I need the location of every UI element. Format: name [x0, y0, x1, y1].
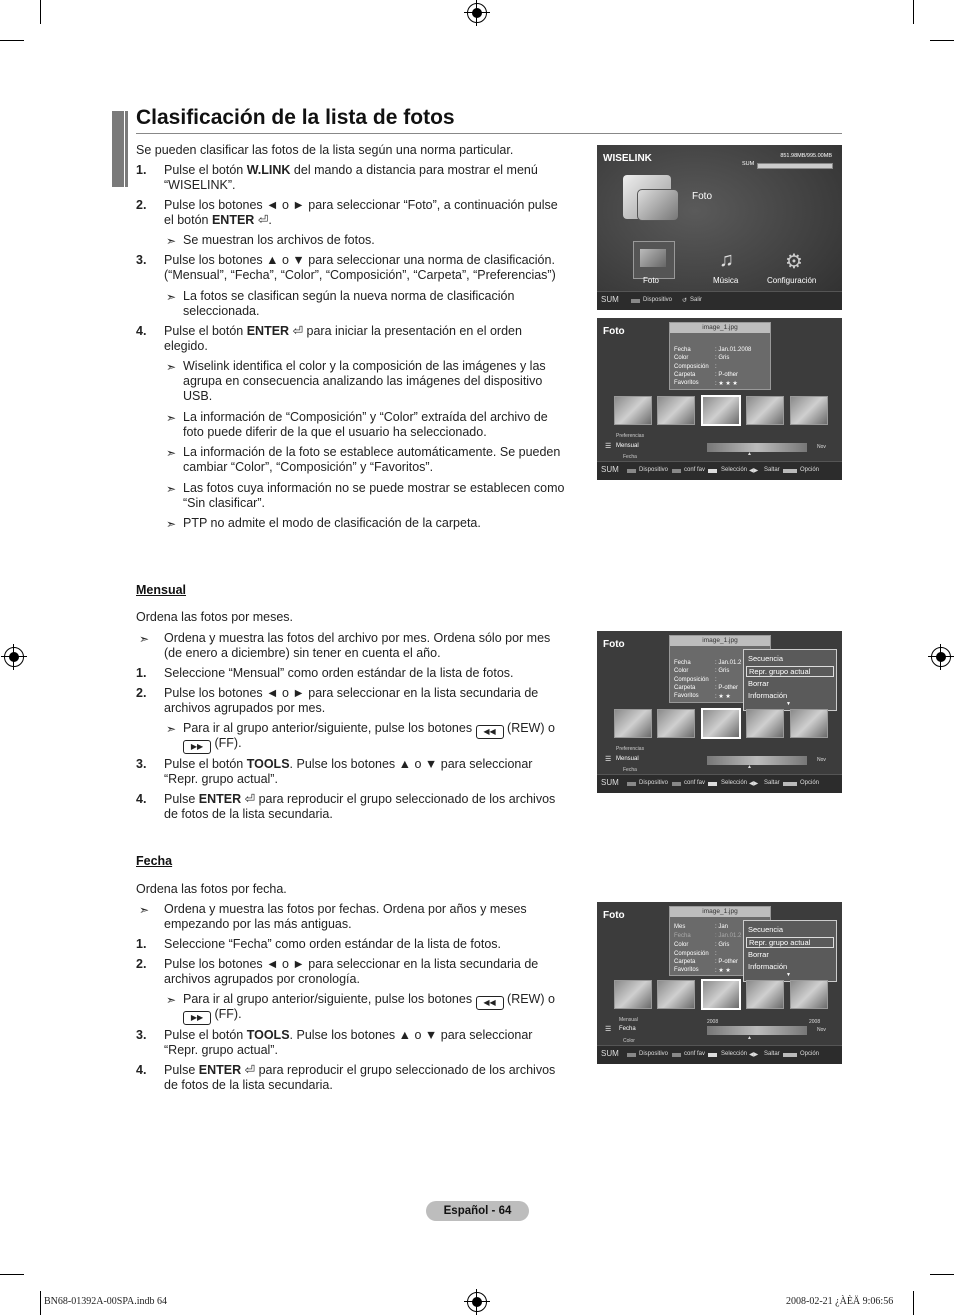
step-text: Pulse ENTER ⏎ para reproducir el grupo seleccionado de los archivos — [164, 1063, 556, 1077]
tools-key-icon — [783, 782, 797, 786]
step-number: 2. — [136, 198, 147, 212]
info-row: Favoritos — [674, 967, 699, 973]
step-number: 2. — [136, 957, 147, 971]
note-arrow-icon: ➣ — [166, 446, 177, 460]
menu-item-selected[interactable]: Repr. grupo actual — [746, 666, 834, 677]
photo-thumbnail-selected[interactable] — [701, 395, 741, 426]
down-arrow-icon: ▼ — [786, 972, 791, 978]
red-key-icon — [627, 469, 636, 473]
crop-mark — [40, 0, 41, 24]
title-accent-bar — [125, 111, 128, 187]
screen-bottom-bar — [597, 774, 842, 793]
step-text: “WISELINK”. — [164, 178, 236, 192]
ff-button-icon: ▶▶ — [183, 1011, 211, 1025]
up-arrow-icon: ▲ — [747, 1035, 752, 1041]
tools-key-icon — [783, 1053, 797, 1057]
step-number: 3. — [136, 757, 147, 771]
photo-thumbnail[interactable] — [746, 980, 784, 1009]
step-text: Pulse los botones ◄ o ► para seleccionar en la lista secundaria de — [164, 957, 539, 971]
sort-option[interactable]: Mensual — [619, 1017, 638, 1023]
rew-button-icon: ◀◀ — [476, 725, 504, 739]
info-value: : P-other — [715, 372, 739, 378]
photo-thumbnail[interactable] — [657, 396, 695, 425]
filename: image_1.jpg — [670, 907, 770, 917]
photo-thumbnail[interactable] — [790, 980, 828, 1009]
green-key-icon — [672, 469, 681, 473]
bottom-item: Saltar — [764, 1051, 780, 1057]
month-label: Nov — [817, 1027, 826, 1033]
screen-header: WISELINK — [603, 153, 652, 164]
step-text: Pulse el botón W.LINK del mando a distancia para mostrar el menú — [164, 163, 538, 177]
step-text: Pulse ENTER ⏎ para reproducir el grupo seleccionado de los archivos — [164, 792, 556, 806]
note-text: (de enero a diciembre) sin tener en cuenta el año. — [164, 646, 441, 660]
info-value: : Jan.01.2008 — [715, 347, 752, 353]
enter-icon: ⏎ — [292, 324, 304, 338]
green-key-icon — [672, 782, 681, 786]
step-text: “Repr. grupo actual”. — [164, 772, 278, 786]
month-label: Nov — [817, 444, 826, 450]
note-arrow-icon: ➣ — [166, 290, 177, 304]
photo-thumbnail-selected[interactable] — [701, 708, 741, 739]
sort-option[interactable]: Fecha — [623, 454, 637, 460]
photo-thumbnail[interactable] — [790, 709, 828, 738]
yellow-key-icon — [708, 1053, 717, 1057]
sort-option[interactable]: Color — [623, 1038, 635, 1044]
photo-thumbnail-selected[interactable] — [701, 979, 741, 1010]
crop-mark — [0, 40, 24, 41]
note-text: empezando por las más antiguas. — [164, 917, 352, 931]
step-text: Pulse los botones ◄ o ► para seleccionar “Foto”, a continuación pulse — [164, 198, 558, 212]
photo-thumbnail[interactable] — [614, 396, 652, 425]
step-text: Pulse el botón TOOLS. Pulse los botones ▲ o ▼ para seleccionar — [164, 757, 533, 771]
step-text: el botón ENTER ⏎. — [164, 213, 272, 227]
note-text: “Sin clasificar”. — [183, 496, 265, 510]
note-text: Wiselink identifica el color y la composición de las imágenes y las — [183, 359, 546, 373]
info-value: : Jan.01.2 — [715, 660, 742, 666]
year-label: 2008 — [707, 1019, 719, 1025]
screen-header: Foto — [603, 910, 625, 921]
info-value: : P-other — [715, 685, 739, 691]
photo-thumbnail[interactable] — [657, 709, 695, 738]
music-icon: ♫ — [719, 249, 734, 271]
step-text: Seleccione “Fecha” como orden estándar de la lista de fotos. — [164, 937, 501, 951]
menu-item-selected[interactable]: Repr. grupo actual — [746, 937, 834, 948]
note-arrow-icon: ➣ — [166, 360, 177, 374]
note-arrow-icon: ➣ — [166, 517, 177, 531]
info-row: Mes — [674, 924, 686, 930]
enter-icon: ⏎ — [257, 213, 269, 227]
crop-mark — [930, 40, 954, 41]
note-arrow-icon: ➣ — [139, 903, 150, 917]
list-icon: ☰ — [605, 1026, 612, 1033]
enter-icon: ⏎ — [244, 792, 256, 806]
step-text: “Repr. grupo actual”. — [164, 1043, 278, 1057]
photo-thumbnail[interactable] — [614, 980, 652, 1009]
menu-item[interactable]: Borrar — [748, 679, 769, 688]
skip-icon: ◀▶ — [749, 781, 759, 787]
year-label: 2008 — [809, 1019, 821, 1025]
note-arrow-icon: ➣ — [139, 632, 150, 646]
bottom-item: Opción — [800, 467, 820, 473]
photo-thumbnail[interactable] — [746, 396, 784, 425]
info-row: Fecha — [674, 347, 691, 353]
info-row: Composición — [674, 677, 709, 683]
step-number: 4. — [136, 792, 147, 806]
red-key-icon — [631, 299, 640, 303]
section-intro: Ordena las fotos por fecha. — [136, 882, 287, 896]
step-number: 4. — [136, 324, 147, 338]
note-text: agrupa en consecuencia analizando las imágenes del dispositivo — [183, 374, 543, 388]
skip-icon: ◀▶ — [749, 1052, 759, 1058]
menu-item[interactable]: Borrar — [748, 950, 769, 959]
menu-item-foto[interactable]: Foto — [643, 276, 660, 285]
bottom-item: Dispositivo — [643, 297, 673, 303]
down-arrow-icon: ▼ — [786, 701, 791, 707]
enter-icon: ⏎ — [244, 1063, 256, 1077]
screen-bottom-bar — [597, 461, 842, 480]
return-icon: ↺ — [682, 298, 688, 304]
step-number: 1. — [136, 163, 147, 177]
info-value: : P-other — [715, 959, 739, 965]
yellow-key-icon — [708, 782, 717, 786]
info-row: Color — [674, 355, 689, 361]
bottom-item: Opción — [800, 780, 820, 786]
sum-label: SUM — [601, 295, 619, 304]
step-text: archivos agrupados por mes. — [164, 701, 326, 715]
note-text: La información de la foto se establece automáticamente. Se pueden — [183, 445, 561, 459]
tools-menu — [743, 649, 837, 711]
filename: image_1.jpg — [670, 636, 770, 646]
yellow-key-icon — [708, 469, 717, 473]
list-icon: ☰ — [605, 756, 612, 763]
menu-item[interactable]: Información — [748, 691, 788, 700]
info-row: Color — [674, 942, 689, 948]
bottom-item: Selección — [721, 1051, 748, 1057]
mensual-screen — [597, 631, 842, 793]
note-text: ▶▶ (FF). — [183, 1007, 242, 1025]
note-text: USB. — [183, 389, 213, 403]
step-text: archivos agrupados por cronología. — [164, 972, 360, 986]
info-row: Composición — [674, 364, 709, 370]
info-row: Composición — [674, 951, 709, 957]
step-text: Pulse los botones ◄ o ► para seleccionar en la lista secundaria de — [164, 686, 539, 700]
info-value: : — [715, 951, 717, 957]
registration-mark-icon — [467, 3, 487, 23]
info-row: Fecha — [674, 660, 691, 666]
filename: image_1.jpg — [670, 323, 770, 333]
info-value: : Gris — [715, 942, 730, 948]
info-value: : — [715, 364, 717, 370]
note-text: foto puede diferir de la que el usuario ha seleccionado. — [183, 425, 487, 439]
bottom-item: Dispositivo — [639, 780, 669, 786]
note-text: Para ir al grupo anterior/siguiente, pulse los botones ◀◀ (REW) o — [183, 992, 555, 1010]
menu-item[interactable]: Secuencia — [748, 654, 784, 663]
photo-icon — [640, 249, 666, 267]
screen-bottom-bar — [597, 291, 842, 310]
bottom-item: Saltar — [764, 467, 780, 473]
wiselink-screen — [597, 145, 842, 310]
title-divider — [136, 133, 842, 134]
timeline-slider[interactable] — [707, 1026, 807, 1035]
step-text: Seleccione “Mensual” como orden estándar de la lista de fotos. — [164, 666, 514, 680]
sort-option-selected[interactable]: Mensual — [616, 443, 639, 449]
info-row: Color — [674, 668, 689, 674]
up-arrow-icon: ▲ — [747, 451, 752, 457]
registration-mark-icon — [467, 1292, 487, 1312]
info-row: Favoritos — [674, 380, 699, 386]
step-text: Pulse el botón TOOLS. Pulse los botones ▲ o ▼ para seleccionar — [164, 1028, 533, 1042]
info-value: : ★ ★ ★ — [715, 381, 738, 387]
foto-screen — [597, 318, 842, 480]
note-text: Ordena y muestra las fotos del archivo por mes. Ordena sólo por mes — [164, 631, 551, 645]
photo-thumbnail[interactable] — [746, 709, 784, 738]
title-accent-bar — [112, 111, 124, 187]
info-value: : Gris — [715, 355, 730, 361]
note-text: PTP no admite el modo de clasificación de la carpeta. — [183, 516, 481, 530]
note-text: Para ir al grupo anterior/siguiente, pulse los botones ◀◀ (REW) o — [183, 721, 555, 739]
timeline-slider[interactable] — [707, 443, 807, 452]
note-text: Se muestran los archivos de fotos. — [183, 233, 375, 247]
step-number: 3. — [136, 1028, 147, 1042]
info-row: Carpeta — [674, 959, 696, 965]
red-key-icon — [627, 1053, 636, 1057]
sum-label: SUM — [601, 778, 619, 787]
bottom-item: Opción — [800, 1051, 820, 1057]
month-label: Nov — [817, 757, 826, 763]
note-text: La información de “Composición” y “Color” extraída del archivo de — [183, 410, 548, 424]
registration-mark-icon — [931, 647, 951, 667]
section-heading-fecha: Fecha — [136, 854, 173, 868]
menu-item[interactable]: Información — [748, 962, 788, 971]
sort-option[interactable]: Fecha — [623, 767, 637, 773]
note-arrow-icon: ➣ — [166, 482, 177, 496]
step-text: Pulse el botón ENTER ⏎ para iniciar la presentación en el orden — [164, 324, 522, 338]
page-number: Español - 64 — [426, 1201, 529, 1221]
info-row: Fecha — [674, 933, 691, 939]
bottom-item: Dispositivo — [639, 1051, 669, 1057]
print-file-info: BN68-01392A-00SPA.indb 64 — [44, 1296, 167, 1307]
screen-bottom-bar — [597, 1045, 842, 1064]
note-text: Ordena y muestra las fotos por fechas. Ordena por años y meses — [164, 902, 527, 916]
sort-option[interactable]: Preferencias — [616, 746, 645, 752]
bottom-item: conf fav — [684, 780, 706, 786]
fecha-screen — [597, 902, 842, 1064]
tools-menu — [743, 920, 837, 982]
note-arrow-icon: ➣ — [166, 993, 177, 1007]
step-text: de fotos de la lista secundaria. — [164, 1078, 333, 1092]
tools-key-icon — [783, 469, 797, 473]
storage-label: SUM — [742, 161, 755, 167]
gear-icon: ⚙ — [785, 251, 803, 273]
red-key-icon — [627, 782, 636, 786]
info-row: Favoritos — [674, 693, 699, 699]
menu-item[interactable]: Secuencia — [748, 925, 784, 934]
note-text: seleccionada. — [183, 304, 260, 318]
sort-option[interactable]: Preferencias — [616, 433, 645, 439]
photo-thumbnail[interactable] — [614, 709, 652, 738]
intro-text: Se pueden clasificar las fotos de la lista según una norma particular. — [136, 143, 514, 157]
skip-icon: ◀▶ — [749, 468, 759, 474]
note-text: ▶▶ (FF). — [183, 736, 242, 754]
step-number: 1. — [136, 666, 147, 680]
timeline-slider[interactable] — [707, 756, 807, 765]
storage-bar — [757, 163, 833, 169]
note-text: cambiar “Color”, “Composición” y “Favoritos”. — [183, 460, 434, 474]
note-arrow-icon: ➣ — [166, 411, 177, 425]
crop-mark — [913, 1291, 914, 1315]
info-row: Carpeta — [674, 685, 696, 691]
screen-header: Foto — [603, 639, 625, 650]
crop-mark — [0, 1274, 24, 1275]
menu-item-musica[interactable]: Música — [713, 276, 739, 285]
step-number: 4. — [136, 1063, 147, 1077]
info-value: : Jan — [715, 924, 729, 930]
sort-option-selected[interactable]: Fecha — [619, 1026, 636, 1032]
bottom-item: Selección — [721, 780, 748, 786]
info-row: Carpeta — [674, 372, 696, 378]
big-label: Foto — [692, 191, 713, 202]
sum-label: SUM — [601, 1049, 619, 1058]
section-intro: Ordena las fotos por meses. — [136, 610, 294, 624]
bottom-item: Salir — [690, 297, 703, 303]
up-arrow-icon: ▲ — [747, 764, 752, 770]
list-icon: ☰ — [605, 443, 612, 450]
crop-mark — [40, 1291, 41, 1315]
step-text: elegido. — [164, 339, 208, 353]
info-value: : ★ ★ — [715, 694, 731, 700]
screen-header: Foto — [603, 326, 625, 337]
crop-mark — [913, 0, 914, 24]
info-value: : — [715, 677, 717, 683]
step-number: 3. — [136, 253, 147, 267]
section-heading-mensual: Mensual — [136, 583, 187, 597]
registration-mark-icon — [4, 647, 24, 667]
ff-button-icon: ▶▶ — [183, 740, 211, 754]
sort-option-selected[interactable]: Mensual — [616, 756, 639, 762]
bottom-item: Dispositivo — [639, 467, 669, 473]
info-value: : ★ ★ — [715, 968, 731, 974]
note-text: La fotos se clasifican según la nueva norma de clasificación — [183, 289, 515, 303]
photo-thumbnail[interactable] — [657, 980, 695, 1009]
print-date-info: 2008-02-21 ¿ÀÈÄ 9:06:56 — [786, 1296, 894, 1307]
rew-button-icon: ◀◀ — [476, 996, 504, 1010]
photo-thumbnail[interactable] — [790, 396, 828, 425]
note-arrow-icon: ➣ — [166, 234, 177, 248]
sum-label: SUM — [601, 465, 619, 474]
info-value: : Gris — [715, 668, 730, 674]
info-box — [669, 322, 771, 390]
bottom-item: Selección — [721, 467, 748, 473]
note-text: Las fotos cuya información no se puede mostrar se establecen como — [183, 481, 565, 495]
bottom-item: conf fav — [684, 1051, 706, 1057]
crop-mark — [930, 1274, 954, 1275]
camera-icon — [637, 189, 679, 221]
step-text: (“Mensual”, “Fecha”, “Color”, “Composición”, “Carpeta”, “Preferencias”) — [164, 268, 556, 282]
step-number: 2. — [136, 686, 147, 700]
menu-item-configuracion[interactable]: Configuración — [767, 276, 817, 285]
bottom-item: conf fav — [684, 467, 706, 473]
page-title: Clasificación de la lista de fotos — [136, 106, 455, 129]
bottom-item: Saltar — [764, 780, 780, 786]
green-key-icon — [672, 1053, 681, 1057]
info-value: : Jan.01.2 — [715, 933, 742, 939]
step-number: 1. — [136, 937, 147, 951]
step-text: Pulse los botones ▲ o ▼ para seleccionar una norma de clasificación. — [164, 253, 555, 267]
step-text: de fotos de la lista secundaria. — [164, 807, 333, 821]
note-arrow-icon: ➣ — [166, 722, 177, 736]
storage-readout: 851.98MB/995.00MB — [780, 153, 832, 159]
